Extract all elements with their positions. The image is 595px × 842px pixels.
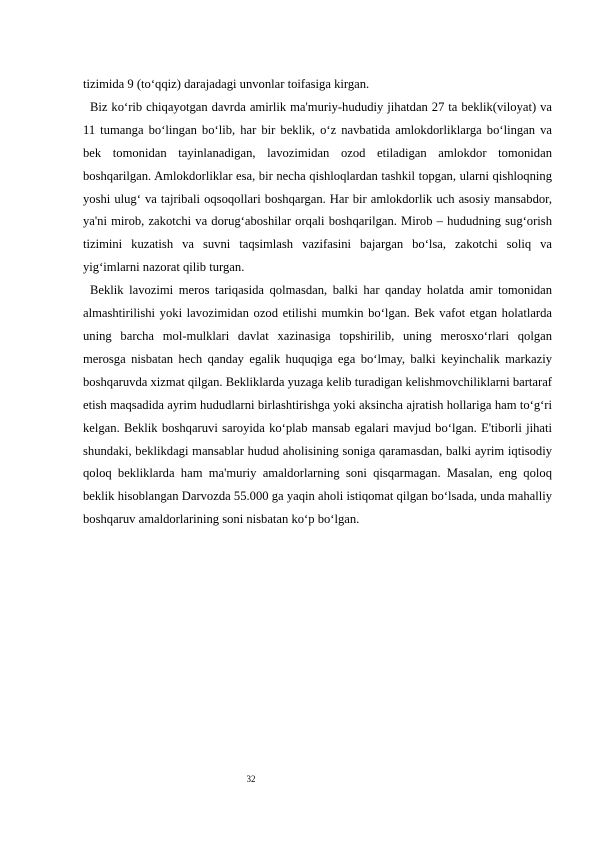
paragraph-beklik-office: Beklik lavozimi meros tariqasida qolmasdan, balki har qanday holatda amir tomonidan almashtirilishi yoki lavozimidan ozod etilishi mumkin bo‘lgan. Bek vafot etgan holatlarda uning barcha mol-mulklari davlat xazinasiga topshirilib, uning merosxo‘rlari qolgan merosga nisbatan hech qanday egalik huquqiga ega bo‘lmay, balki keyinchalik markaziy boshqaruvda xizmat qilgan. Bekliklarda yuzaga kelib turadigan kelishmovchiliklarni bartaraf etish maqsadida ayrim hududlarni birlashtirishga yoki aksincha ajratish hollariga ham to‘g‘ri kelgan. Beklik boshqaruvi saroyida ko‘plab mansab egalari mavjud bo‘lgan. E'tiborli jihati shundaki, beklikdagi mansablar hudud aholisining soniga qaramasdan, balki ayrim iqtisodiy qoloq bekliklarda ham ma'muriy amaldorlarning soni qisqarmagan. Masalan, eng qoloq beklik hisoblangan Darvozda 55.000 ga yaqin aholi istiqomat qilgan bo‘lsada, unda mahalliy boshqaruv amaldorlarining soni nisbatan ko‘p bo‘lgan. <box>83 283 552 527</box>
body-text <box>83 73 552 531</box>
page-number: 32 <box>246 774 256 784</box>
paragraph-administrative-division: Biz ko‘rib chiqayotgan davrda amirlik ma'muriy-hududiy jihatdan 27 ta beklik(viloyat) va 11 tumanga bo‘lingan bo‘lib, har bir beklik, o‘z navbatida amlokdorliklarga bo‘lingan va bek tomonidan tayinlanadigan, lavozimidan ozod etiladigan amlokdor tomonidan boshqarilgan. Amlokdorliklar esa, bir necha qishloqlardan tashkil topgan, ularni qishloqning yoshi ulug‘ va tajribali oqsoqollari boshqargan. Har bir amlokdorlik uch asosiy mansabdor, ya'ni mirob, zakotchi va dorug‘aboshilar orqali boshqarilgan. Mirob – hududning sug‘orish tizimini kuzatish va suvni taqsimlash vazifasini bajargan bo‘lsa, zakotchi soliq va yig‘imlarni nazorat qilib turgan. <box>83 99 552 275</box>
paragraph-continuation: tizimida 9 (to‘qqiz) darajadagi unvonlar toifasiga kirgan. <box>83 77 370 91</box>
